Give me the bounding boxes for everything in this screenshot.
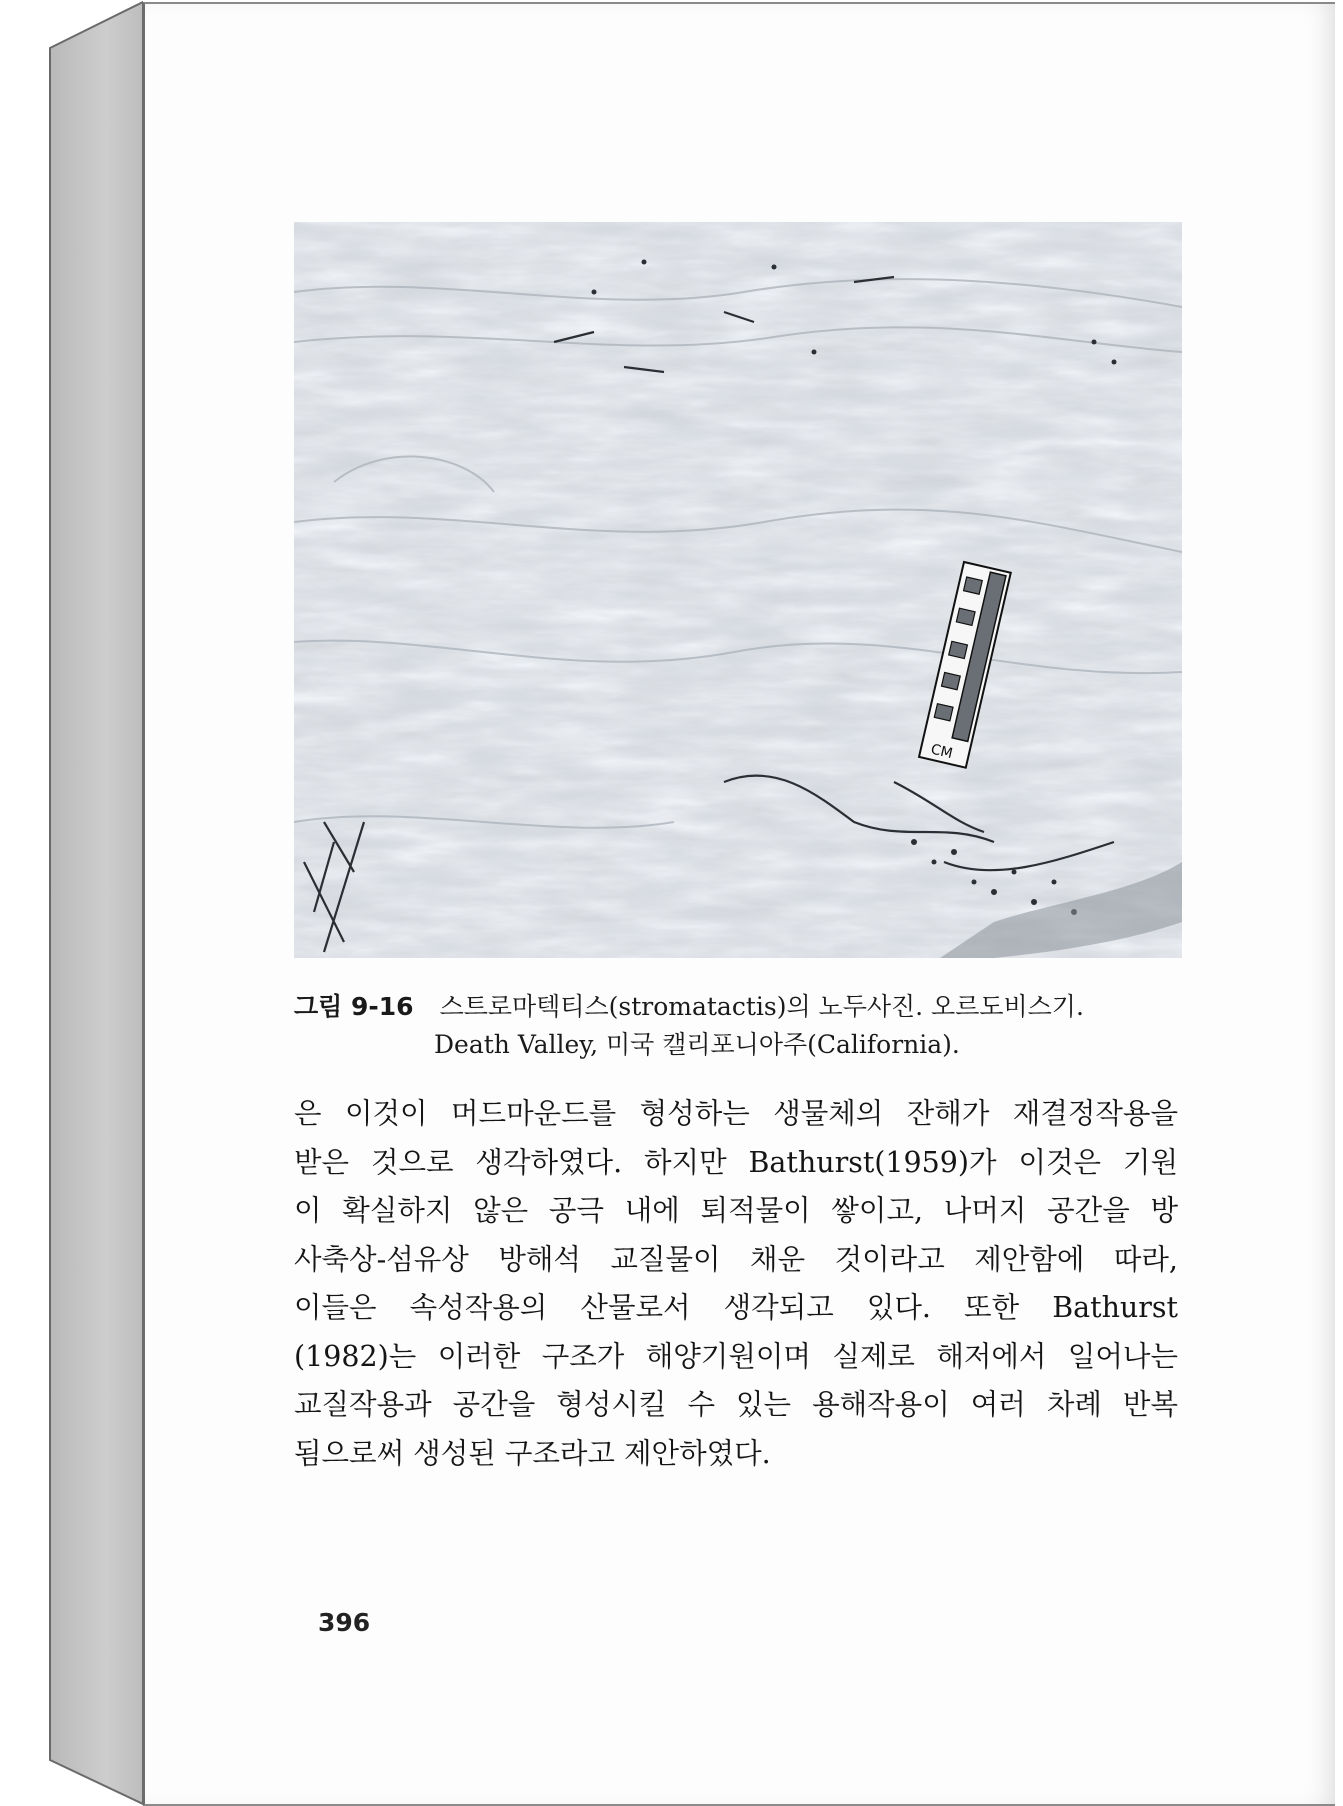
body-paragraph bbox=[294, 1090, 1178, 1478]
page-number: 396 bbox=[318, 1608, 371, 1637]
caption-line-1 bbox=[294, 988, 1194, 1026]
body-line: 이들은 속성작용의 산물로서 생각되고 있다. 또한 Bathurst bbox=[294, 1291, 1178, 1324]
body-line: 됨으로써 생성된 구조라고 제안하였다. bbox=[294, 1436, 771, 1470]
body-line: 사축상-섬유상 방해석 교질물이 채운 것이라고 제안함에 따라, bbox=[294, 1242, 1178, 1276]
book-spine bbox=[0, 0, 143, 1806]
body-line: 은 이것이 머드마운드를 형성하는 생물체의 잔해가 재결정작용을 bbox=[294, 1097, 1178, 1130]
figure-location: Death Valley, 미국 캘리포니아주(California). bbox=[434, 1030, 960, 1059]
body-line: 받은 것으로 생각하였다. 하지만 Bathurst(1959)가 이것은 기원 bbox=[294, 1145, 1178, 1179]
figure-number: 그림 9-16 bbox=[294, 992, 414, 1021]
figure-title: 스트로마텍티스(stromatactis)의 노두사진. 오르도비스기. bbox=[439, 992, 1084, 1021]
outcrop-photo bbox=[294, 222, 1182, 958]
body-line: (1982)는 이러한 구조가 해양기원이며 실제로 해저에서 일어나는 bbox=[294, 1339, 1178, 1373]
body-line: 교질작용과 공간을 형성시킬 수 있는 용해작용이 여러 차례 반복 bbox=[294, 1388, 1178, 1421]
body-line: 이 확실하지 않은 공극 내에 퇴적물이 쌓이고, 나머지 공간을 방 bbox=[294, 1194, 1178, 1227]
scale-bar-label: CM bbox=[929, 741, 955, 763]
figure-caption bbox=[294, 988, 1194, 1064]
